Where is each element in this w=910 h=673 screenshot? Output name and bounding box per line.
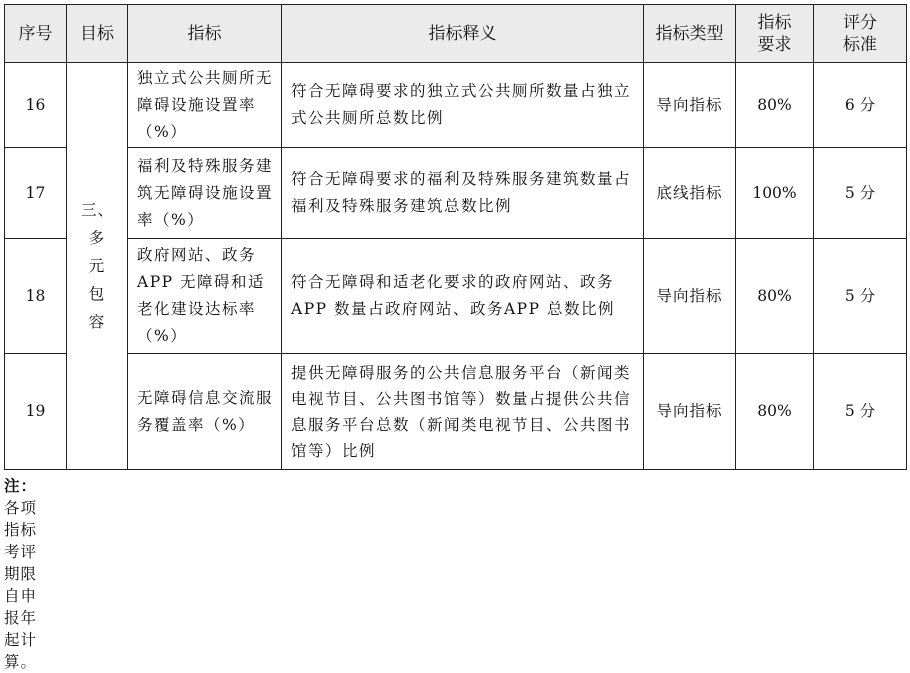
row-indicator: 政府网站、政务APP 无障碍和适老化建设达标率（%） — [128, 239, 282, 354]
row-definition: 提供无障碍服务的公共信息服务平台（新闻类电视节目、公共图书馆等）数量占提供公共信息服务平台总数（新闻类电视节目、公共图书馆等）比例 — [282, 354, 644, 470]
header-goal: 目标 — [67, 5, 128, 63]
row-seq: 17 — [5, 148, 67, 239]
header-score: 评分标准 — [814, 5, 907, 63]
table-row — [5, 63, 907, 148]
footnote-label: 注： — [4, 477, 38, 495]
row-type: 导向指标 — [644, 239, 736, 354]
row-indicator: 福利及特殊服务建筑无障碍设施设置率（%） — [128, 148, 282, 239]
indicator-table — [4, 4, 907, 470]
header-definition: 指标释义 — [282, 5, 644, 63]
row-score: 5 分 — [814, 148, 907, 239]
row-type: 底线指标 — [644, 148, 736, 239]
row-seq: 16 — [5, 63, 67, 148]
goal-cell: 三、多元包容 — [67, 63, 128, 470]
row-score: 6 分 — [814, 63, 907, 148]
row-requirement: 100% — [736, 148, 814, 239]
header-requirement: 指标要求 — [736, 5, 814, 63]
header-indicator: 指标 — [128, 5, 282, 63]
table-row — [5, 239, 907, 354]
row-score: 5 分 — [814, 354, 907, 470]
row-seq: 19 — [5, 354, 67, 470]
row-requirement: 80% — [736, 354, 814, 470]
footnote-text: 各项指标考评期限自申报年起计算。 — [4, 499, 38, 671]
row-indicator: 独立式公共厕所无障碍设施设置率（%） — [128, 63, 282, 148]
row-requirement: 80% — [736, 239, 814, 354]
row-seq: 18 — [5, 239, 67, 354]
header-type: 指标类型 — [644, 5, 736, 63]
row-requirement: 80% — [736, 63, 814, 148]
row-type: 导向指标 — [644, 354, 736, 470]
table-row — [5, 148, 907, 239]
table-row — [5, 354, 907, 470]
footnote — [4, 475, 37, 673]
row-type: 导向指标 — [644, 63, 736, 148]
row-definition: 符合无障碍要求的福利及特殊服务建筑数量占福利及特殊服务建筑总数比例 — [282, 148, 644, 239]
header-seq: 序号 — [5, 5, 67, 63]
row-definition: 符合无障碍要求的独立式公共厕所数量占独立式公共厕所总数比例 — [282, 63, 644, 148]
row-definition: 符合无障碍和适老化要求的政府网站、政务APP 数量占政府网站、政务APP 总数比例 — [282, 239, 644, 354]
row-score: 5 分 — [814, 239, 907, 354]
table-header-row — [5, 5, 907, 63]
row-indicator: 无障碍信息交流服务覆盖率（%） — [128, 354, 282, 470]
